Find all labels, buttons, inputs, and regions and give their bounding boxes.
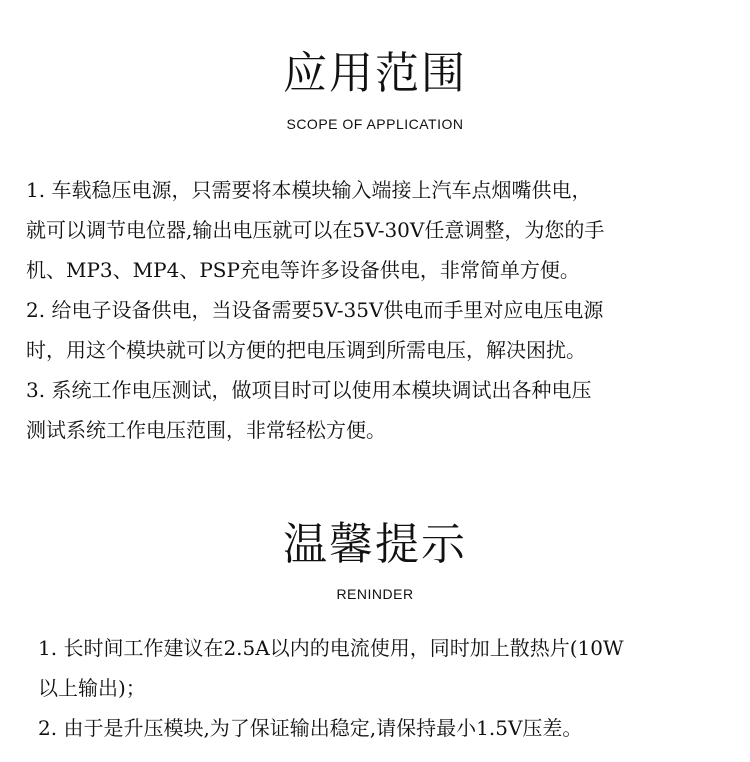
tips-line-3: 2. 由于是升压模块,为了保证输出稳定,请保持最小1.5V压差。 (38, 716, 583, 740)
scope-body (26, 170, 604, 450)
scope-title: 应用范围 (283, 48, 467, 99)
tips-body (38, 628, 624, 748)
tips-line-1: 1. 长时间工作建议在2.5A以内的电流使用，同时加上散热片(10W (38, 636, 624, 660)
scope-line-4: 2. 给电子设备供电，当设备需要5V-35V供电而手里对应电压电源 (26, 298, 604, 322)
tips-line-2: 以上输出)； (38, 676, 146, 700)
tips-title: 温馨提示 (283, 519, 467, 570)
scope-line-3: 机、MP3、MP4、PSP充电等许多设备供电，非常简单方便。 (26, 258, 580, 282)
scope-subtitle: SCOPE OF APPLICATION (286, 116, 464, 132)
tips-subtitle: RENINDER (336, 586, 414, 602)
scope-line-2: 就可以调节电位器,输出电压就可以在5V-30V任意调整，为您的手 (26, 218, 605, 242)
scope-line-5: 时，用这个模块就可以方便的把电压调到所需电压，解决困扰。 (26, 338, 586, 362)
scope-line-6: 3. 系统工作电压测试，做项目时可以使用本模块调试出各种电压 (26, 378, 592, 402)
scope-line-1: 1. 车载稳压电源，只需要将本模块输入端接上汽车点烟嘴供电， (26, 178, 592, 202)
scope-line-7: 测试系统工作电压范围，非常轻松方便。 (26, 418, 386, 442)
